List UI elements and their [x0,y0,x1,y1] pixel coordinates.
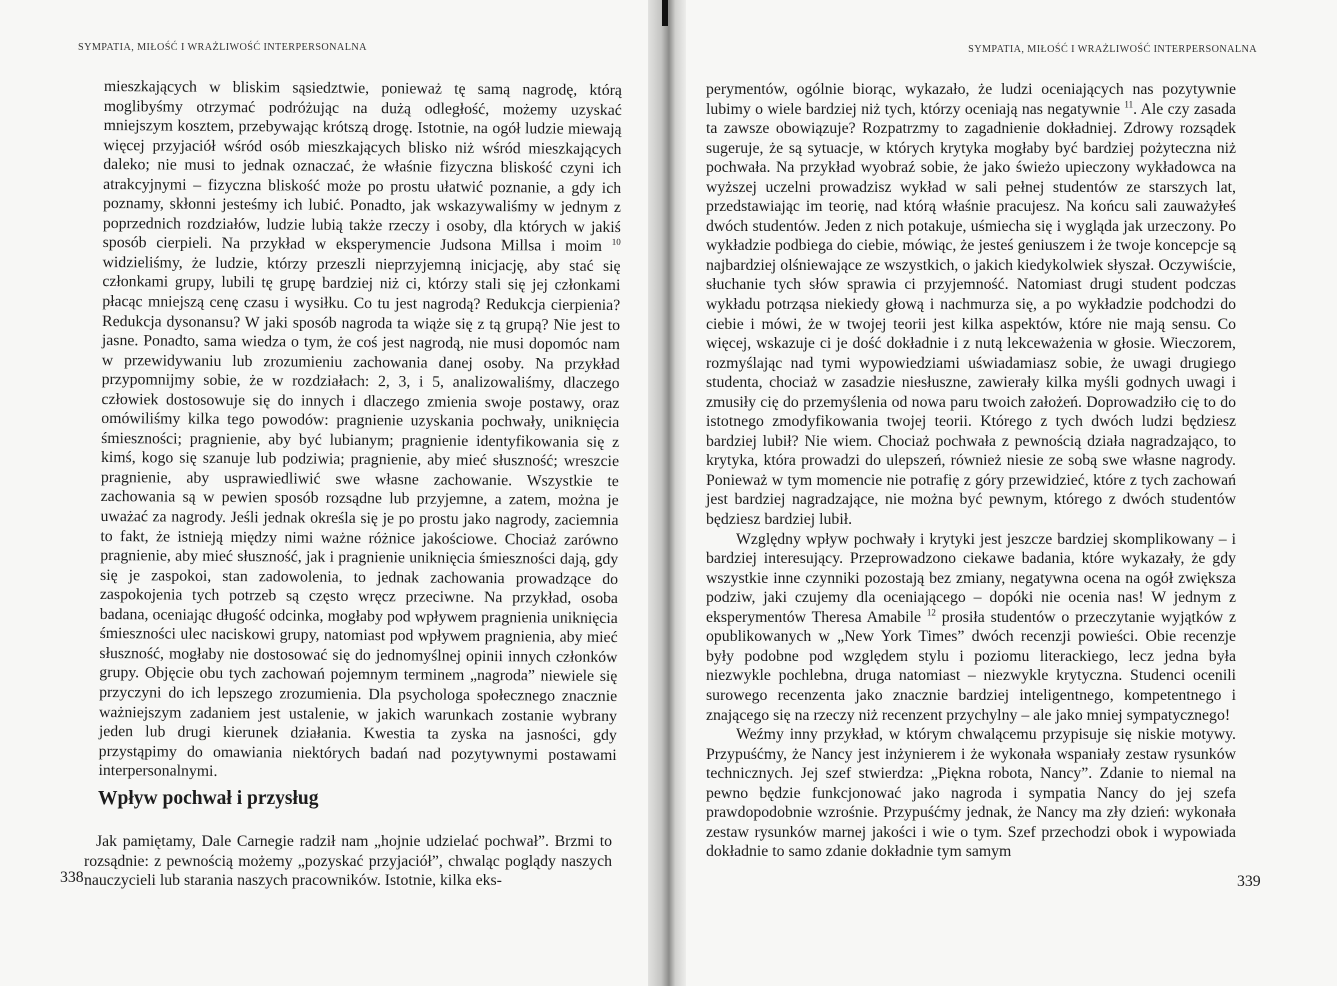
left-paragraph-part-1: mieszkających w bliskim sąsiedztwie, ponieważ tę samą nagrodę, którą moglibyśmy otrzymać podróżując na dużą odległość, możemy uzyskać mniejszym kosztem, przebywając krótszą drogę. Istotnie, na ogół ludzie miewają więcej przyjaciół wśród osób mieszkających blisko niż wśród mieszkających daleko; nie musi to jednak oznaczać, że właśnie fizyczna bliskość czyni ich atrakcyjnymi – fizyczna bliskość może po prostu ułatwić poznanie, a gdy ich poznamy, skłonni jesteśmy ich lubić. Ponadto, jak wskazywaliśmy w jednym z poprzednich rozdziałów, ludzie lubią także rzeczy i osoby, dla których w jakiś sposób cierpieli. Na przykład w eksperymencie Judsona Millsa i moim [102,77,622,256]
footnote-ref-11: 11 [1124,99,1134,110]
section-heading: Wpływ pochwał i przysług [98,788,319,809]
gutter-mark [662,0,668,26]
right-page [686,0,1337,986]
right-paragraph-1 [706,80,1236,530]
footnote-ref-10: 10 [611,237,621,248]
page-number-left: 338 [60,869,84,886]
right-body-text [706,80,1236,862]
right-paragraph-2 [706,530,1236,725]
left-body-text [98,77,622,785]
footnote-ref-12: 12 [926,607,936,618]
right-paragraph-3: Weźmy inny przykład, w którym chwalącemu przypisuje się niskie motywy. Przypuśćmy, że Nancy jest inżynierem i że wykonała wspaniały zestaw rysunków technicznych. Jej szef stwierdza: „Piękna robota, Nancy”. Zdanie to niemal na pewno będzie funkcjonować jako nagroda i sympatia Nancy do jej szefa prawdopodobnie wzrośnie. Przypuśćmy jednak, że Nancy ma zły dzień: wykonała zestaw rysunków marnej jakości i wie o tym. Szef przechodzi obok i wypowiada dokładnie to samo zdanie dokładnie tym samym [706,726,1236,861]
section-body [84,832,612,891]
right-paragraph-2-part-2: prosiła studentów o przeczytanie wyjątków z opublikowanych w „New York Times” dwóch recenzji powieści. Obie recenzje były podobne pod względem stylu i poziomu literackiego, lecz jedna była niezwykle pochlebna, druga natomiast – niezwykle krytyczna. Studenci ocenili surowego recenzenta jako znacznie bardziej inteligentnego, kompetentnego i znającego się na rzeczy niż recenzent przychylny – ale jako mniej sympatycznego! [706,608,1237,724]
running-head-left: SYMPATIA, MIŁOŚĆ I WRAŻLIWOŚĆ INTERPERSONALNA [78,42,367,53]
page-number-right: 339 [1237,873,1261,890]
running-head-right: SYMPATIA, MIŁOŚĆ I WRAŻLIWOŚĆ INTERPERSONALNA [968,44,1257,55]
left-paragraph-part-2: widzieliśmy, że ludzie, którzy przeszli nieprzyjemną inicjację, aby stać się członkami grupy, lubili tę grupę bardziej niż ci, którzy stali się jej członkami płacąc mniejszą cenę czasu i wysiłku. Co tu jest nagrodą? Redukcja cierpienia? Redukcja dysonansu? W jaki sposób nagroda ta wiąże się z tą grupą? Nie jest to jasne. Ponadto, sama wiedza o tym, że coś jest nagrodą, nie musi dopomóc nam w przewidywaniu lub zrozumieniu zachowania danej osoby. Na przykład przypomnijmy sobie, że w rozdziałach: 2, 3, i 5, analizowaliśmy, dlaczego człowiek dostosowuje się do innych i dlaczego zmienia swoje postawy, oraz omówiliśmy kilka tego powodów: pragnienie uzyskania pochwały, uniknięcia śmieszności; pragnienie, aby być lubianym; pragnienie identyfikowania się z kimś, kogo się szanuje lub podziwia; pragnienie, aby mieć słuszność; wreszcie pragnienie, aby usprawiedliwić swe własne zachowanie. Wszystkie te zachowania są w pewien sposób rozsądne lub przyjemne, a zatem, można je uważać za nagrody. Jeśli jednak określa się je po prostu jako nagrody, zaciemnia to fakt, że istnieją między nimi ważne różnice jakościowe. Chociaż zarówno pragnienie, aby mieć słuszność, jak i pragnienie uniknięcia śmieszności dają, gdy się je zaspokoi, stan zadowolenia, to jednak zachowania prowadzące do zaspokojenia tych potrzeb są często wręcz przeciwne. Na przykład, osoba badana, oceniając długość odcinka, mogłaby pod wpływem pragnienia uniknięcia śmieszności ulec naciskowi grupy, natomiast pod wpływem pragnienia, aby mieć słuszność, mogłaby nie dostosować się do jednomyślnej opinii innych członków grupy. Objęcie obu tych zachowań pojemnym terminem „nagroda” niewiele się przyczyni do ich lepszego zrozumienia. Dla psychologa społecznego znacznie ważniejszym zadaniem jest ustalenie, w jakich warunkach zostanie wybrany jeden lub drugi kierunek działania. Kwestia ta zyska na jasności, gdy przystąpimy do omawiania niektórych badań nad pozytywnymi postawami interpersonalnymi. [98,253,621,781]
left-page [0,0,648,986]
right-paragraph-1-part-2: . Ale czy zasada ta zawsze obowiązuje? Rozpatrzmy to zagadnienie dokładniej. Zdrowy rozsądek sugeruje, że są sytuacje, w których krytyka mogłaby być bardziej pożyteczna niż pochwała. Na przykład wyobraź sobie, że jako świeżo upieczony wykładowca na wyższej uczelni prowadzisz wykład w sali pełnej studentów ze starszych lat, przedstawiając im teorię, nad którą właśnie pracujesz. Na końcu sali zauważyłeś dwóch studentów. Jeden z nich potakuje, uśmiecha się i wygląda jak urzeczony. Po wykładzie podbiega do ciebie, mówiąc, że jesteś geniuszem i że twoje koncepcje są najbardziej olśniewające ze wszystkich, o jakich kiedykolwiek słyszał. Oczywiście, słuchanie tych słów sprawia ci przyjemność. Natomiast drugi student podczas wykładu potrząsa niekiedy głową i nachmurza się, a po wykładzie podchodzi do ciebie i mówi, że w twojej teorii jest kilka aspektów, które nie mają sensu. Co więcej, wskazuje ci je dość dokładnie i z nutą lekceważenia w głosie. Wieczorem, rozmyślając nad tymi wypowiedziami uświadamiasz sobie, że uwagi drugiego studenta, chociaż w zasadzie niesłuszne, zawierały kilka myśli godnych uwagi i zmusiły cię do przemyślenia od nowa paru twoich założeń. Doprowadziło cię to do istotnego zmodyfikowania twojej teorii. Którego z tych dwóch ludzi będziesz bardziej lubił? Nie wiem. Chociaż pochwała z pewnością działa nagradzająco, to krytyka, która prowadzi do ulepszeń, również niesie ze sobą swe własne nagrody. Ponieważ w tym momencie nie potrafię z góry przewidzieć, które z tych zachowań jest bardziej nagradzające, nie można być pewnym, którego z dwóch studentów będziesz bardziej lubił. [706,100,1237,529]
left-paragraph [98,77,622,785]
book-gutter [648,0,686,986]
right-paragraph-1-part-1: perymentów, ogólnie biorąc, wykazało, że ludzi oceniających nas pozytywnie lubimy o wiele bardziej niż tych, którzy oceniają nas negatywnie [706,81,1236,118]
right-paragraph-2-part-1: Względny wpływ pochwały i krytyki jest jeszcze bardziej skomplikowany – i bardziej interesujący. Przeprowadzono ciekawe badania, które wykazały, że gdy wszystkie inne czynniki pozostają bez zmiany, negatywna ocena na ogół zwiększa podziw, jaki czujemy dla oceniającego – dopóki nie ocenia nas! W jednym z eksperymentów Theresa Amabile [706,530,1236,626]
section-paragraph: Jak pamiętamy, Dale Carnegie radził nam „hojnie udzielać pochwał”. Brzmi to rozsądnie: z pewnością możemy „pozyskać przyjaciół”, chwaląc poglądy naszych nauczycieli lub starania naszych pracowników. Istotnie, kilka eks- [84,833,612,890]
